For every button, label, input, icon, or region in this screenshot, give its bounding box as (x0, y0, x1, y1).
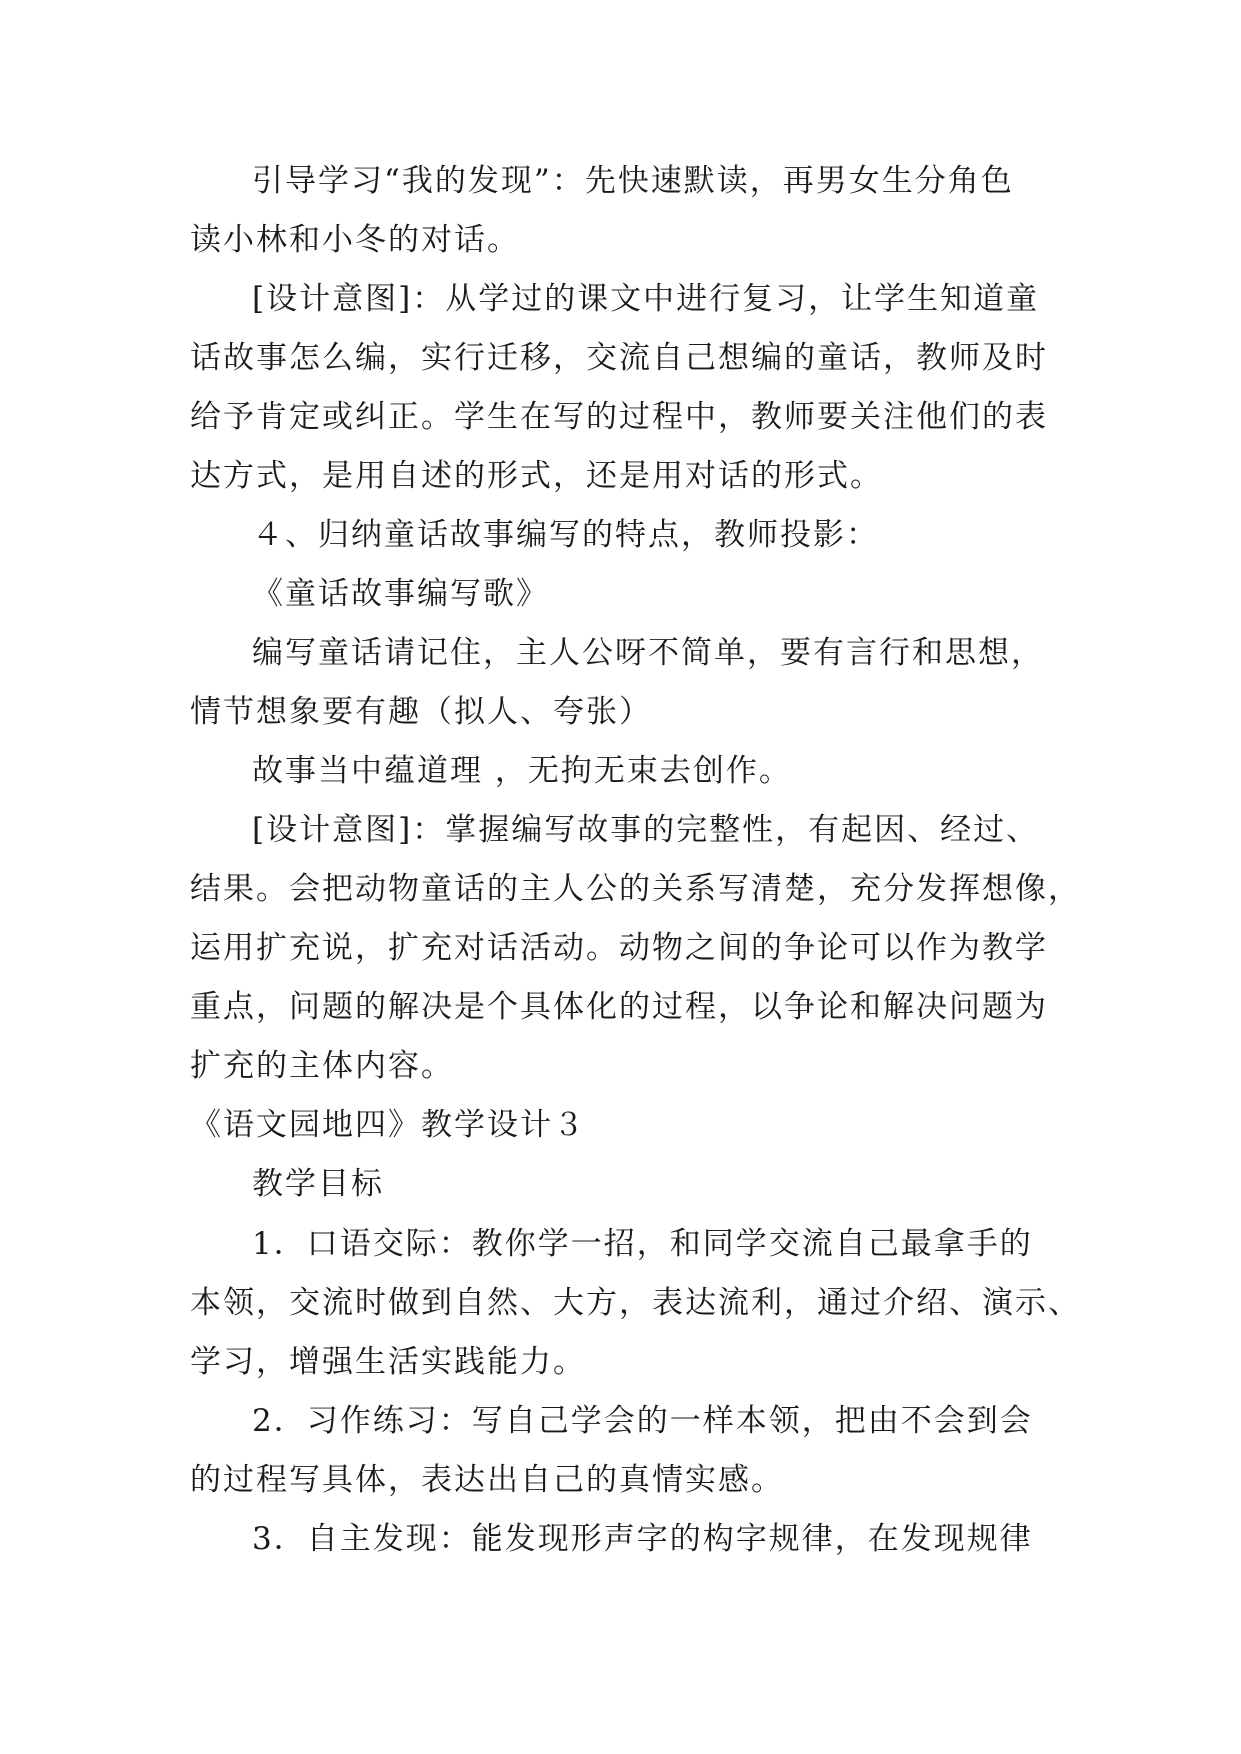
paragraph-line: [设计意图]：掌握编写故事的完整性，有起因、经过、 (252, 812, 1040, 848)
paragraph-line: 的过程写具体，表达出自己的真情实感。 (190, 1462, 784, 1498)
paragraph-line: 话故事怎么编，实行迁移，交流自己想编的童话，教师及时 (190, 340, 1048, 376)
paragraph-line: 扩充的主体内容。 (190, 1048, 454, 1084)
paragraph-line: 达方式，是用自述的形式，还是用对话的形式。 (190, 458, 883, 494)
subsection-heading: 教学目标 (252, 1166, 384, 1202)
paragraph-line: 《童话故事编写歌》 (252, 576, 549, 612)
paragraph-line: 读小林和小冬的对话。 (190, 222, 520, 258)
paragraph-line: 重点，问题的解决是个具体化的过程，以争论和解决问题为 (190, 989, 1048, 1025)
paragraph-line: ４、归纳童话故事编写的特点，教师投影： (252, 517, 879, 553)
paragraph-line: 本领，交流时做到自然、大方，表达流利，通过介绍、演示、 (190, 1285, 1081, 1321)
paragraph-line: 编写童话请记住，主人公呀不简单，要有言行和思想， (252, 635, 1044, 671)
paragraph-line: 故事当中蕴道理 ，无拘无束去创作。 (252, 753, 792, 789)
paragraph-line: 运用扩充说，扩充对话活动。动物之间的争论可以作为教学 (190, 930, 1048, 966)
paragraph-line: 1．口语交际：教你学一招，和同学交流自己最拿手的 (252, 1226, 1033, 1262)
section-title: 《语文园地四》教学设计３ (190, 1107, 586, 1143)
paragraph-line: 3．自主发现：能发现形声字的构字规律，在发现规律 (252, 1521, 1033, 1557)
paragraph-line: 结果。会把动物童话的主人公的关系写清楚，充分发挥想像， (190, 871, 1081, 907)
paragraph-line: 情节想象要有趣（拟人、夸张） (190, 694, 652, 730)
paragraph-line: 引导学习“我的发现”：先快速默读，再男女生分角色 (252, 163, 1014, 199)
paragraph-line: 2．习作练习：写自己学会的一样本领，把由不会到会 (252, 1403, 1033, 1439)
paragraph-line: [设计意图]：从学过的课文中进行复习，让学生知道童 (252, 281, 1040, 317)
paragraph-line: 给予肯定或纠正。学生在写的过程中，教师要关注他们的表 (190, 399, 1048, 435)
paragraph-line: 学习，增强生活实践能力。 (190, 1344, 586, 1380)
